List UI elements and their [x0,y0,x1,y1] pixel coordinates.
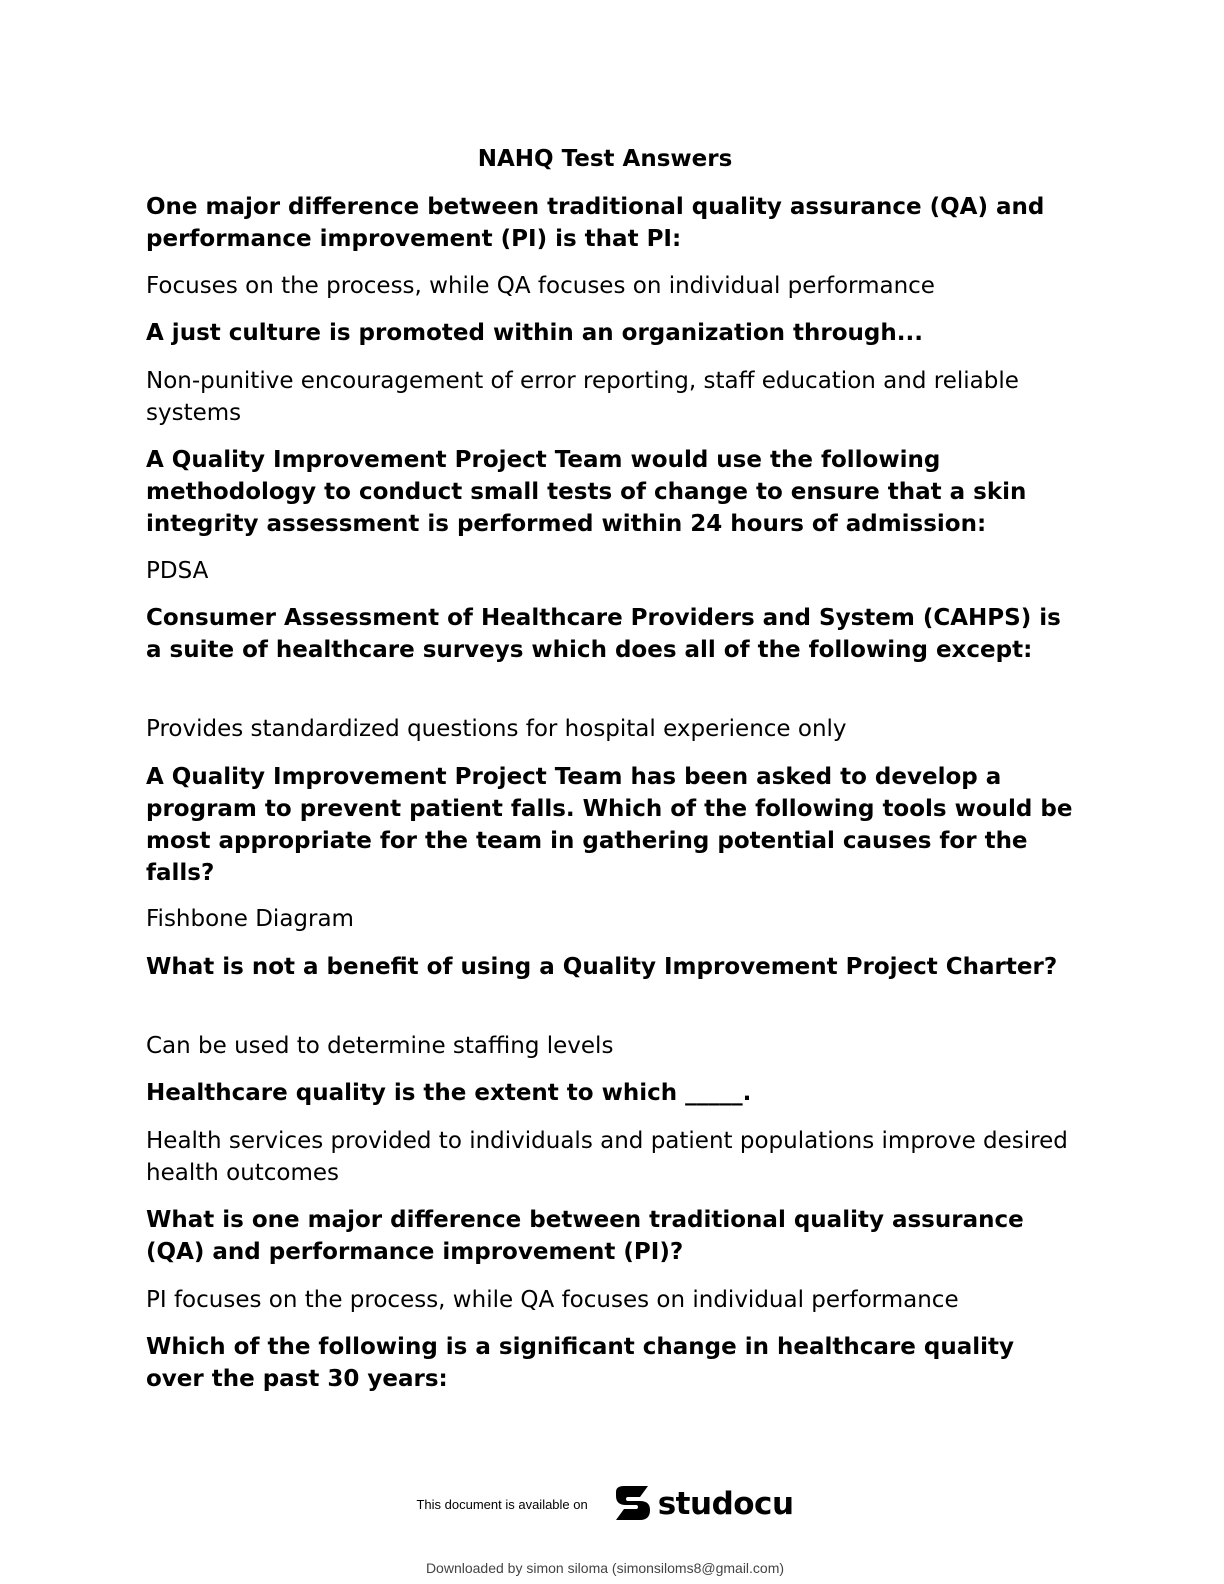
document-title: NAHQ Test Answers [477,146,733,172]
studocu-logo-icon [610,1484,654,1524]
studocu-logo-text: studocu [657,1486,794,1522]
studocu-banner [0,1479,1210,1529]
question-6: What is not a benefit of using a Quality Improvement Project Charter? [146,954,1058,980]
answer-6: Can be used to determine staffing levels [146,1033,614,1059]
answer-3: PDSA [146,558,209,584]
answer-2: Non-punitive encouragement of error reporting, staff education and reliable systems [146,368,1019,426]
available-on-text: This document is available on [416,1496,588,1512]
question-7: Healthcare quality is the extent to which _____. [146,1080,752,1106]
studocu-logo[interactable] [610,1484,794,1524]
answer-7: Health services provided to individuals and patient populations improve desired health outcomes [146,1128,1068,1186]
question-9: Which of the following is a significant change in healthcare quality over the past 30 years: [146,1334,1014,1392]
answer-4: Provides standardized questions for hospital experience only [146,716,847,742]
question-1: One major difference between traditional quality assurance (QA) and performance improvement (PI) is that PI: [146,194,1045,252]
question-8: What is one major difference between traditional quality assurance (QA) and performance improvement (PI)? [146,1207,1024,1265]
question-2: A just culture is promoted within an organization through... [146,320,923,346]
question-4: Consumer Assessment of Healthcare Providers and System (CAHPS) is a suite of healthcare surveys which does all of the following except: [146,605,1061,663]
answer-8: PI focuses on the process, while QA focuses on individual performance [146,1287,959,1313]
answer-1: Focuses on the process, while QA focuses on individual performance [146,273,935,299]
downloaded-by-text: Downloaded by simon siloma (simonsiloms8@gmail.com) [425,1560,785,1576]
answer-5: Fishbone Diagram [146,906,354,932]
question-5: A Quality Improvement Project Team has been asked to develop a program to prevent patient falls. Which of the following tools would be most appropriate for the team in gathering potential causes for the falls? [146,764,1073,886]
question-3: A Quality Improvement Project Team would use the following methodology to conduct small tests of change to ensure that a skin integrity assessment is performed within 24 hours of admission: [146,447,1027,537]
